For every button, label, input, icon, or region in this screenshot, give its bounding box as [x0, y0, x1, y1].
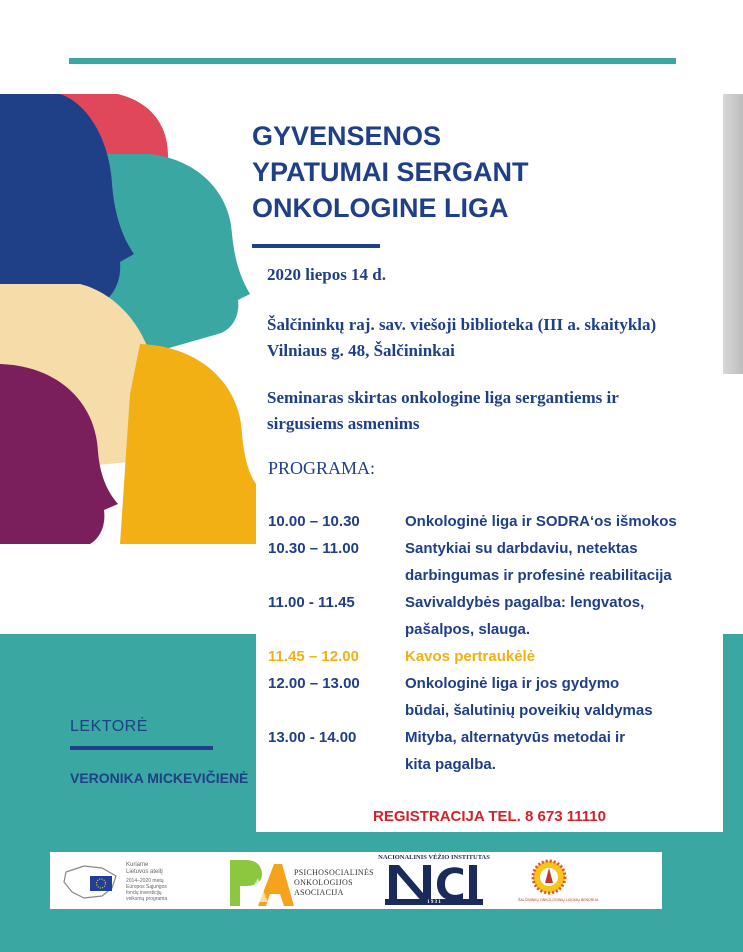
- schedule-time: 10.30 – 11.00: [268, 540, 359, 557]
- schedule-topic-continued: kita pagalba.: [405, 756, 496, 773]
- program-heading: PROGRAMA:: [268, 458, 376, 478]
- sponsor-logos-strip: [50, 852, 662, 909]
- eu-funds-logo: [62, 858, 222, 904]
- schedule-row: [268, 670, 728, 697]
- schedule-row-continued: [268, 562, 728, 589]
- description-line-2: sirgusiems asmenims: [267, 414, 420, 433]
- sun-emblem-icon: [518, 856, 580, 898]
- eu-flag-icon: [90, 876, 112, 891]
- title-line-1: GYVENSENOS: [252, 121, 442, 151]
- schedule-row-continued: [268, 616, 728, 643]
- top-accent-rule: [69, 58, 676, 64]
- eu-programme: 2014–2020 metų Europos Sąjungos fondų investicijų veiksmų programa: [126, 878, 168, 902]
- schedule-topic-continued: darbingumas ir profesinė reabilitacija: [405, 567, 672, 584]
- lecturer-name: VERONIKA MICKEVIČIENĖ: [70, 770, 249, 786]
- schedule-time: 11.45 – 12.00: [268, 648, 359, 665]
- venue-line-1: Šalčininkų raj. sav. viešoji biblioteka (III a. skaitykla): [267, 315, 657, 334]
- schedule-row: [268, 535, 728, 562]
- onkology-community-name: ŠALČININKŲ ONKOLOGINIŲ LIGONIŲ BENDRIJA: [518, 898, 599, 902]
- event-date: 2020 liepos 14 d.: [267, 265, 387, 284]
- faces-illustration: [0, 94, 256, 544]
- schedule-topic: Mityba, alternatyvūs metodai ir: [405, 729, 626, 746]
- schedule-topic-continued: pašalpos, slauga.: [405, 621, 531, 638]
- poa-mark-icon: [228, 856, 294, 908]
- schedule-row-continued: [268, 751, 728, 778]
- schedule-topic: Santykiai su darbdaviu, netektas: [405, 540, 638, 557]
- schedule-topic: Savivaldybės pagalba: lengvatos,: [405, 594, 645, 611]
- title-underline: [252, 244, 380, 248]
- title-line-2: YPATUMAI SERGANT: [252, 157, 529, 187]
- poa-name: PSICHOSOCIALINĖS ONKOLOGIJOS ASOCIACIJA: [294, 868, 374, 897]
- schedule-time: 11.00 - 11.45: [268, 594, 355, 611]
- program-schedule: [268, 508, 728, 778]
- title-line-3: ONKOLOGINE LIGA: [252, 193, 509, 223]
- schedule-topic-continued: būdai, šalutinių poveikių valdymas: [405, 702, 653, 719]
- schedule-row: [268, 589, 728, 616]
- lithuania-map-icon: [62, 862, 120, 902]
- schedule-row-continued: [268, 697, 728, 724]
- lecturer-underline: [70, 746, 213, 750]
- schedule-row: [268, 508, 728, 535]
- schedule-time: 12.00 – 13.00: [268, 675, 360, 692]
- schedule-topic: Onkologinė liga ir jos gydymo: [405, 675, 620, 692]
- schedule-topic: Kavos pertraukėlė: [405, 648, 536, 665]
- event-description: [267, 385, 697, 437]
- description-line-1: Seminaras skirtas onkologine liga sergantiems ir: [267, 388, 619, 407]
- yellow-face: [120, 344, 256, 544]
- nvi-name: NACIONALINIS VĖŽIO INSTITUTAS: [378, 854, 490, 861]
- schedule-row: [268, 724, 728, 751]
- eu-slogan: Kuriame Lietuvos ateitį: [126, 862, 163, 875]
- nvi-year: 1 9 3 1: [427, 900, 441, 905]
- schedule-time: 10.00 – 10.30: [268, 513, 360, 530]
- schedule-topic: Onkologinė liga ir SODRA‘os išmokos: [405, 513, 677, 530]
- event-venue: [267, 312, 727, 364]
- schedule-time: 13.00 - 14.00: [268, 729, 357, 746]
- onkology-community-logo: [518, 856, 599, 908]
- schedule-row-coffee-break: [268, 643, 728, 670]
- venue-line-2: Vilniaus g. 48, Šalčininkai: [267, 341, 455, 360]
- nvi-logo: [375, 854, 493, 908]
- page-title: [252, 118, 672, 226]
- lecturer-label: LEKTORĖ: [70, 718, 148, 735]
- poa-logo: [228, 856, 378, 908]
- registration-phone: REGISTRACIJA TEL. 8 673 11110: [373, 808, 606, 825]
